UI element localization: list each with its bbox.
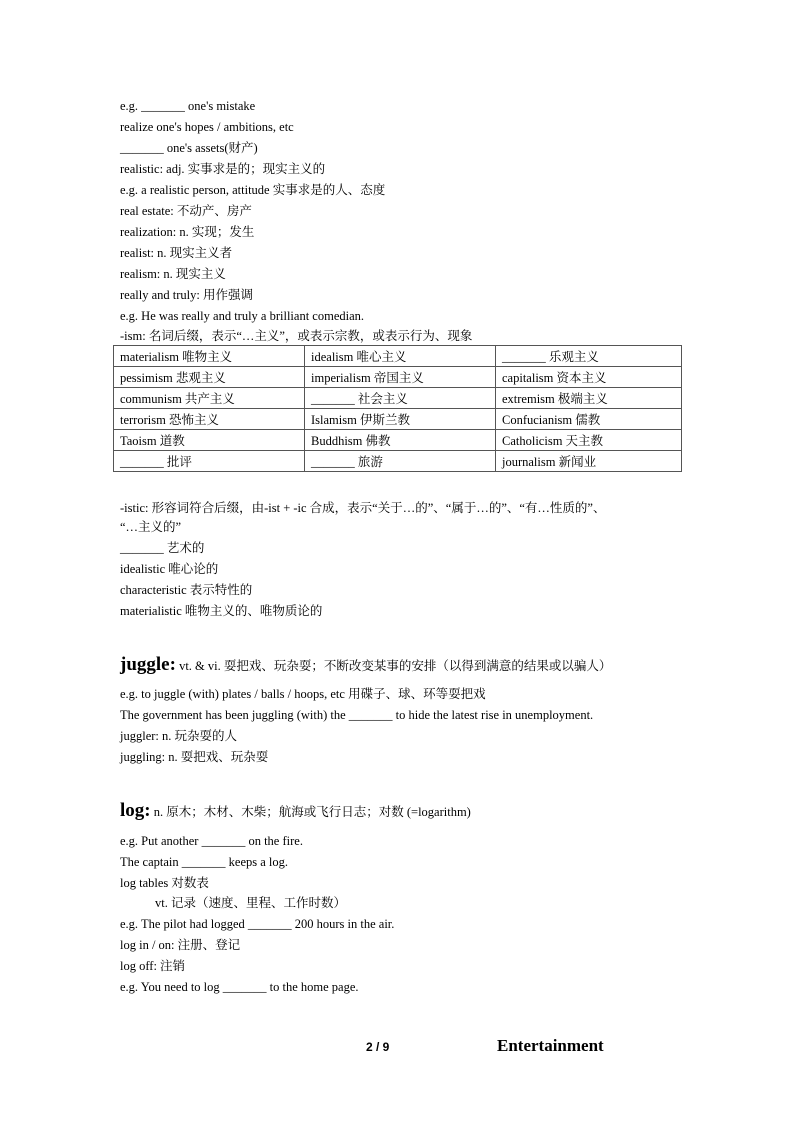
text-line: _______ one's assets(财产) [120,141,258,155]
table-cell: pessimism 悲观主义 [114,367,305,388]
text-line: real estate: 不动产、房产 [120,204,252,218]
table-cell: communism 共产主义 [114,388,305,409]
table-row [114,346,682,367]
text-line: The captain _______ keeps a log. [120,855,289,869]
table-cell: Confucianism 儒教 [496,409,682,430]
text-line: realism: n. 现实主义 [120,267,226,281]
table-cell: Catholicism 天主教 [496,430,682,451]
text-line: really and truly: 用作强调 [120,288,253,302]
text-line: e.g. He was really and truly a brilliant comedian. [120,309,365,323]
headword-juggle: juggle: [120,654,176,675]
definition-log: n. 原木；木材、木柴；航海或飞行日志；对数 (=logarithm) [150,805,471,819]
definition-juggle: vt. & vi. 耍把戏、玩杂耍；不断改变某事的安排（以得到满意的结果或以骗人） [175,659,612,673]
table-cell: extremism 极端主义 [496,388,682,409]
text-line: log off: 注销 [120,959,186,973]
text-line: log tables 对数表 [120,876,209,890]
text-line: e.g. You need to log _______ to the home page. [120,980,359,994]
text-line: e.g. The pilot had logged _______ 200 hours in the air. [120,917,395,931]
ism-table [113,345,682,472]
table-cell: Buddhism 佛教 [305,430,496,451]
text-line: juggler: n. 玩杂耍的人 [120,729,238,743]
entry-juggle [120,654,611,676]
table-row [114,451,682,472]
text-line: realization: n. 实现；发生 [120,225,255,239]
text-line: e.g. to juggle (with) plates / balls / hoops, etc 用碟子、球、环等耍把戏 [120,687,486,701]
text-line: e.g. a realistic person, attitude 实事求是的人、态度 [120,183,386,197]
page-number: 2 / 9 [366,1040,390,1054]
table-cell: Islamism 伊斯兰教 [305,409,496,430]
ism-heading: -ism: 名词后缀，表示“…主义”，或表示宗教，或表示行为、现象 [120,329,473,343]
entry-log [120,800,471,822]
text-line: “…主义的” [120,520,182,534]
text-line: characteristic 表示特性的 [120,583,253,597]
text-line: e.g. Put another _______ on the fire. [120,834,303,848]
text-line: materialistic 唯物主义的、唯物质论的 [120,604,323,618]
text-line: realist: n. 现实主义者 [120,246,233,260]
table-cell: capitalism 资本主义 [496,367,682,388]
table-cell: terrorism 恐怖主义 [114,409,305,430]
table-cell: idealism 唯心主义 [305,346,496,367]
table-row [114,367,682,388]
text-line: _______ 艺术的 [120,541,205,555]
table-row [114,430,682,451]
text-line: juggling: n. 耍把戏、玩杂耍 [120,750,269,764]
table-cell: _______ 旅游 [305,451,496,472]
table-cell: _______ 社会主义 [305,388,496,409]
table-row [114,409,682,430]
footer-title: Entertainment [497,1036,604,1055]
istic-heading: -istic: 形容词符合后缀，由-ist + -ic 合成，表示“关于…的”、“属于…的”、“有…性质的”、 [120,501,606,515]
text-line: log in / on: 注册、登记 [120,938,241,952]
table-cell: _______ 乐观主义 [496,346,682,367]
table-cell: _______ 批评 [114,451,305,472]
table-cell: journalism 新闻业 [496,451,682,472]
text-line: realize one's hopes / ambitions, etc [120,120,294,134]
table-cell: materialism 唯物主义 [114,346,305,367]
text-line: realistic: adj. 实事求是的；现实主义的 [120,162,326,176]
table-cell: imperialism 帝国主义 [305,367,496,388]
table-cell: Taoism 道教 [114,430,305,451]
text-line: e.g. _______ one's mistake [120,99,256,113]
text-line: vt. 记录（速度、里程、工作时数） [155,896,346,910]
text-line: idealistic 唯心论的 [120,562,219,576]
headword-log: log: [120,800,151,821]
table-row [114,388,682,409]
text-line: The government has been juggling (with) the _______ to hide the latest rise in unemployment. [120,708,594,722]
